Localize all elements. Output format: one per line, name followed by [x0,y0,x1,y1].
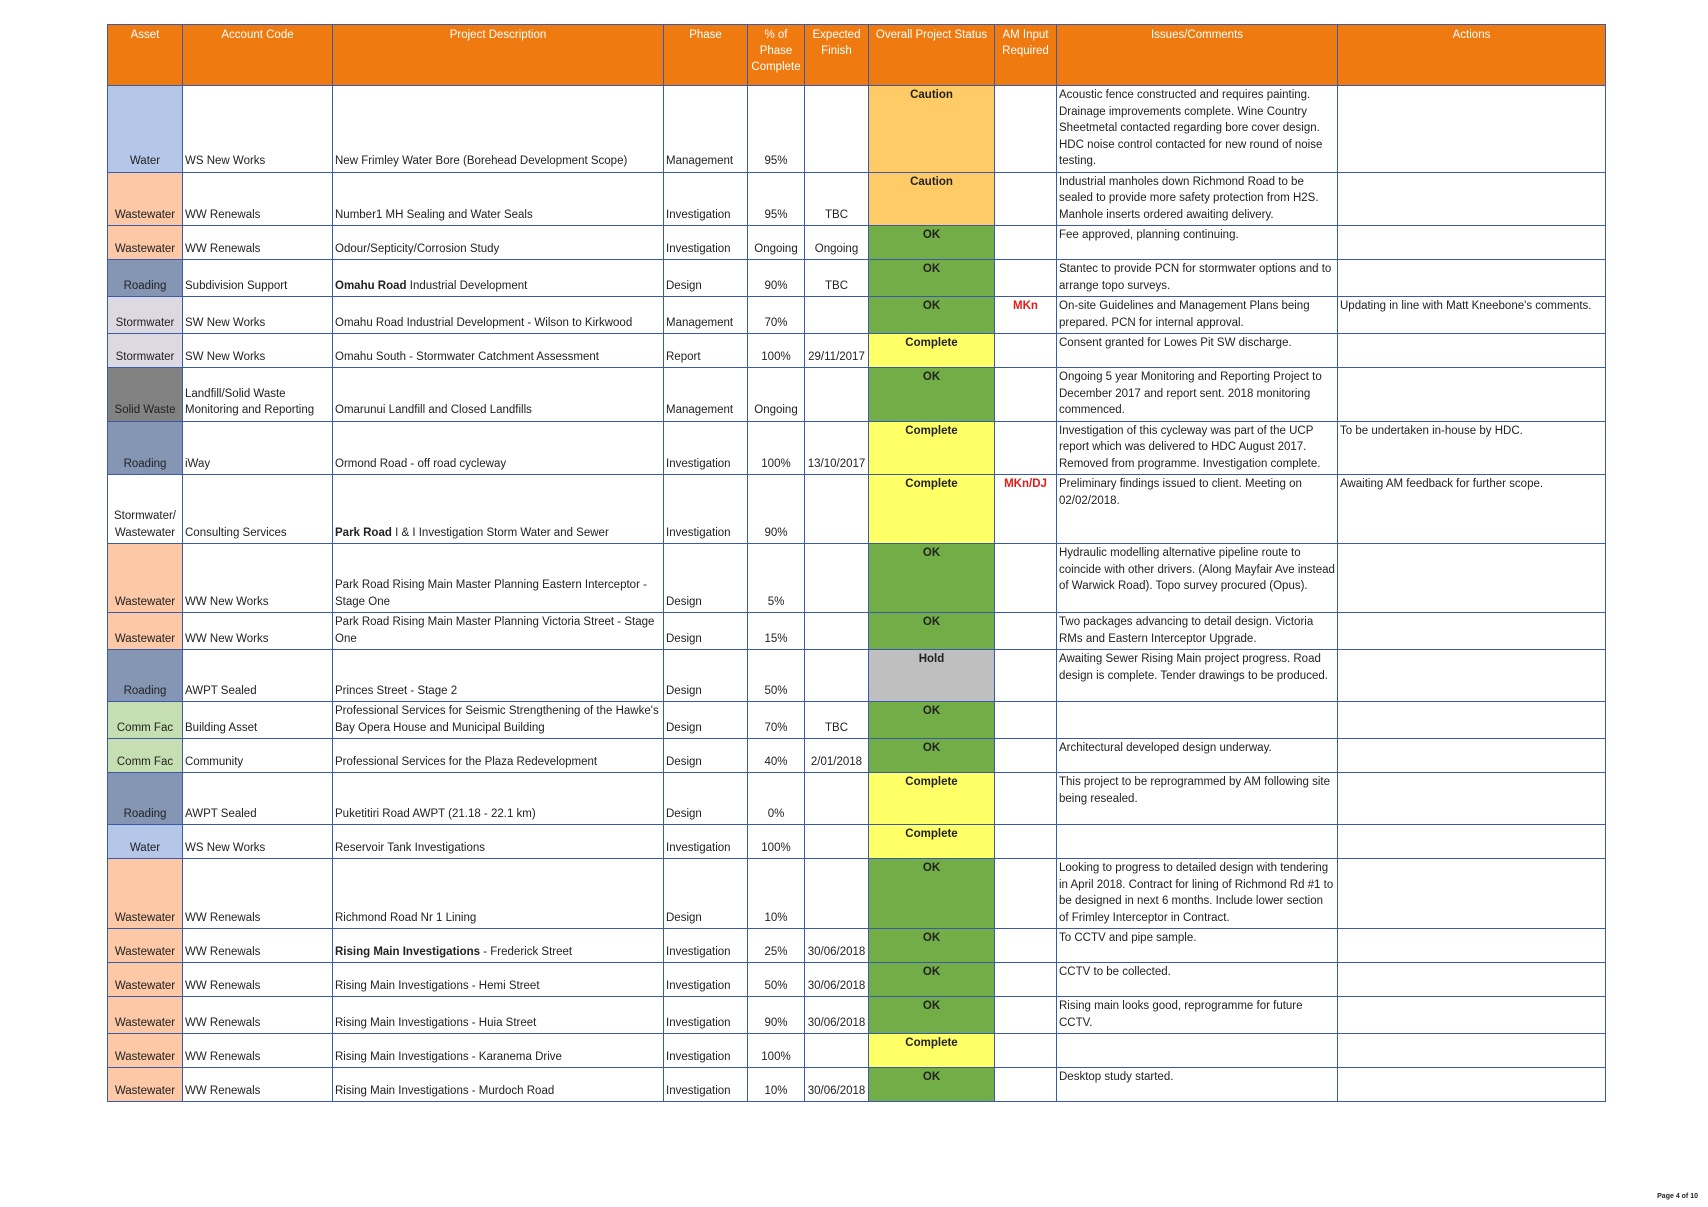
account-code-cell: WW Renewals [183,997,333,1034]
project-description-cell [333,613,664,650]
actions-cell [1338,825,1606,859]
phase-cell: Investigation [664,1068,748,1102]
project-description-cell [333,334,664,368]
expected-finish-cell: 30/06/2018 [805,963,869,997]
account-code-cell: WW Renewals [183,1034,333,1068]
project-description-text: Professional Services for Seismic Strengthening of the Hawke's Bay Opera House and Municipal Building [335,705,659,734]
project-description-text: - Frederick Street [480,945,573,958]
am-input-cell [995,368,1057,422]
table-row [108,297,1606,334]
asset-cell: Stormwater [108,297,183,334]
table-row [108,334,1606,368]
actions-cell [1338,859,1606,929]
expected-finish-cell [805,86,869,173]
am-input-cell [995,1034,1057,1068]
project-description-cell [333,859,664,929]
header-expected-finish: Expected Finish [805,25,869,86]
status-cell: Complete [869,825,995,859]
table-row [108,997,1606,1034]
status-cell: OK [869,929,995,963]
issues-comments-cell: Architectural developed design underway. [1057,739,1338,773]
asset-cell: Wastewater [108,226,183,260]
project-description-text: Omahu South - Stormwater Catchment Assessment [335,350,599,363]
asset-cell: Wastewater [108,544,183,613]
status-cell: OK [869,226,995,260]
project-description-cell [333,963,664,997]
issues-comments-cell [1057,1034,1338,1068]
asset-cell: Roading [108,773,183,825]
table-row [108,963,1606,997]
project-description-text: Rising Main Investigations - Karanema Drive [335,1050,562,1063]
expected-finish-cell: 30/06/2018 [805,997,869,1034]
am-input-cell [995,172,1057,226]
am-input-cell [995,773,1057,825]
table-row [108,475,1606,544]
table-row [108,825,1606,859]
project-description-text: Professional Services for the Plaza Redevelopment [335,755,598,768]
am-input-cell [995,260,1057,297]
actions-cell [1338,650,1606,702]
project-description-text: Omahu Road Industrial Development - Wilson to Kirkwood [335,316,633,329]
asset-cell: Wastewater [108,963,183,997]
header-issues-comments: Issues/Comments [1057,25,1338,86]
project-description-cell [333,702,664,739]
expected-finish-cell [805,475,869,544]
table-row [108,368,1606,422]
issues-comments-cell: Consent granted for Lowes Pit SW discharge. [1057,334,1338,368]
project-description-text: I & I Investigation Storm Water and Sewer [391,526,609,539]
am-input-cell [995,613,1057,650]
account-code-cell: Landfill/Solid Waste Monitoring and Reporting [183,368,333,422]
phase-cell: Investigation [664,421,748,475]
issues-comments-cell: To CCTV and pipe sample. [1057,929,1338,963]
phase-cell: Management [664,368,748,422]
am-input-cell [995,997,1057,1034]
header-phase: Phase [664,25,748,86]
am-input-cell [995,650,1057,702]
account-code-cell: SW New Works [183,297,333,334]
percent-complete-cell: 90% [748,475,805,544]
account-code-cell: Building Asset [183,702,333,739]
asset-cell: Stormwater/ Wastewater [108,475,183,544]
status-cell: Complete [869,334,995,368]
project-description-text: Park Road Rising Main Master Planning Victoria Street - Stage One [335,616,655,645]
header-account-code: Account Code [183,25,333,86]
expected-finish-cell: 29/11/2017 [805,334,869,368]
account-code-cell: WW New Works [183,613,333,650]
percent-complete-cell: 100% [748,421,805,475]
asset-cell: Wastewater [108,1068,183,1102]
expected-finish-cell [805,544,869,613]
project-description-cell [333,86,664,173]
table-row [108,260,1606,297]
actions-cell [1338,1034,1606,1068]
project-description-cell [333,739,664,773]
phase-cell: Investigation [664,1034,748,1068]
status-cell: OK [869,368,995,422]
status-cell: OK [869,963,995,997]
header-asset: Asset [108,25,183,86]
table-row [108,172,1606,226]
percent-complete-cell: Ongoing [748,368,805,422]
expected-finish-cell: 30/06/2018 [805,929,869,963]
project-description-bold: Omahu Road [335,279,407,292]
asset-cell: Roading [108,421,183,475]
percent-complete-cell: 70% [748,702,805,739]
status-cell: Complete [869,421,995,475]
percent-complete-cell: 15% [748,613,805,650]
expected-finish-cell [805,1034,869,1068]
asset-cell: Comm Fac [108,702,183,739]
actions-cell [1338,1068,1606,1102]
phase-cell: Design [664,260,748,297]
project-description-cell [333,997,664,1034]
asset-cell: Roading [108,650,183,702]
project-description-cell [333,650,664,702]
percent-complete-cell: 100% [748,825,805,859]
project-description-text: Reservoir Tank Investigations [335,841,485,854]
project-description-text: Princes Street - Stage 2 [335,684,458,697]
status-cell: Caution [869,86,995,173]
status-cell: OK [869,859,995,929]
project-status-table [107,24,1606,1102]
account-code-cell: WW Renewals [183,172,333,226]
actions-cell [1338,773,1606,825]
project-description-text: Puketitiri Road AWPT (21.18 - 22.1 km) [335,807,536,820]
expected-finish-cell: TBC [805,260,869,297]
percent-complete-cell: 0% [748,773,805,825]
project-description-cell [333,773,664,825]
expected-finish-cell: 30/06/2018 [805,1068,869,1102]
percent-complete-cell: 95% [748,172,805,226]
header-percent-complete: % of Phase Complete [748,25,805,86]
table-row [108,702,1606,739]
am-input-cell [995,929,1057,963]
table-row [108,1068,1606,1102]
percent-complete-cell: 95% [748,86,805,173]
asset-cell: Wastewater [108,172,183,226]
header-project-description: Project Description [333,25,664,86]
status-cell: Complete [869,773,995,825]
status-cell: OK [869,997,995,1034]
actions-cell [1338,86,1606,173]
asset-cell: Water [108,825,183,859]
asset-cell: Wastewater [108,613,183,650]
percent-complete-cell: 5% [748,544,805,613]
percent-complete-cell: 10% [748,859,805,929]
project-description-cell [333,544,664,613]
am-input-cell [995,86,1057,173]
project-description-text: Park Road Rising Main Master Planning Eastern Interceptor - Stage One [335,579,647,608]
actions-cell [1338,929,1606,963]
table-row [108,544,1606,613]
actions-cell [1338,368,1606,422]
project-description-text: Rising Main Investigations - Huia Street [335,1016,537,1029]
percent-complete-cell: 100% [748,334,805,368]
percent-complete-cell: 50% [748,963,805,997]
status-cell: OK [869,1068,995,1102]
am-input-cell [995,544,1057,613]
actions-cell [1338,997,1606,1034]
percent-complete-cell: 10% [748,1068,805,1102]
actions-cell: To be undertaken in-house by HDC. [1338,421,1606,475]
status-cell: OK [869,297,995,334]
status-cell: OK [869,613,995,650]
project-description-text: Rising Main Investigations - Murdoch Road [335,1084,555,1097]
account-code-cell: iWay [183,421,333,475]
header-overall-status: Overall Project Status [869,25,995,86]
issues-comments-cell: Acoustic fence constructed and requires painting. Drainage improvements complete. Wine Country Sheetmetal contacted regarding bore cover design. HDC noise control contacted for new round of noise testing. [1057,86,1338,173]
table-row [108,421,1606,475]
asset-cell: Wastewater [108,859,183,929]
account-code-cell: WW Renewals [183,859,333,929]
phase-cell: Design [664,613,748,650]
expected-finish-cell [805,297,869,334]
project-description-cell [333,421,664,475]
project-description-text: Odour/Septicity/Corrosion Study [335,242,500,255]
project-description-cell [333,475,664,544]
asset-cell: Roading [108,260,183,297]
issues-comments-cell: Looking to progress to detailed design with tendering in April 2018. Contract for lining of Richmond Rd #1 to be designed in next 6 months. Include lower section of Frimley Interceptor in Contract. [1057,859,1338,929]
project-description-cell [333,1068,664,1102]
account-code-cell: Subdivision Support [183,260,333,297]
actions-cell [1338,613,1606,650]
project-description-bold: Rising Main Investigations [335,945,481,958]
expected-finish-cell [805,650,869,702]
issues-comments-cell: Preliminary findings issued to client. Meeting on 02/02/2018. [1057,475,1338,544]
phase-cell: Design [664,650,748,702]
phase-cell: Design [664,773,748,825]
status-cell: Hold [869,650,995,702]
account-code-cell: AWPT Sealed [183,773,333,825]
table-row [108,929,1606,963]
account-code-cell: WW Renewals [183,226,333,260]
phase-cell: Investigation [664,929,748,963]
issues-comments-cell: Investigation of this cycleway was part of the UCP report which was delivered to HDC August 2017. Removed from programme. Investigation complete. [1057,421,1338,475]
expected-finish-cell [805,825,869,859]
percent-complete-cell: 90% [748,260,805,297]
project-description-cell [333,226,664,260]
project-description-text: Richmond Road Nr 1 Lining [335,911,477,924]
asset-cell: Wastewater [108,1034,183,1068]
phase-cell: Report [664,334,748,368]
account-code-cell: WW Renewals [183,963,333,997]
project-description-cell [333,297,664,334]
issues-comments-cell: Hydraulic modelling alternative pipeline route to coincide with other drivers. (Along Mayfair Ave instead of Warwick Road). Topo survey procured (Opus). [1057,544,1338,613]
project-description-text: Number1 MH Sealing and Water Seals [335,208,533,221]
project-description-cell [333,368,664,422]
expected-finish-cell [805,613,869,650]
project-description-cell [333,172,664,226]
am-input-cell [995,1068,1057,1102]
table-row [108,1034,1606,1068]
actions-cell [1338,172,1606,226]
account-code-cell: WS New Works [183,825,333,859]
project-description-cell [333,1034,664,1068]
status-cell: Complete [869,475,995,544]
expected-finish-cell [805,773,869,825]
table-row [108,86,1606,173]
actions-cell: Updating in line with Matt Kneebone's comments. [1338,297,1606,334]
expected-finish-cell: 13/10/2017 [805,421,869,475]
account-code-cell: WS New Works [183,86,333,173]
issues-comments-cell: On-site Guidelines and Management Plans being prepared. PCN for internal approval. [1057,297,1338,334]
phase-cell: Investigation [664,963,748,997]
actions-cell [1338,544,1606,613]
asset-cell: Solid Waste [108,368,183,422]
expected-finish-cell: TBC [805,702,869,739]
status-cell: OK [869,260,995,297]
project-description-text: Omarunui Landfill and Closed Landfills [335,404,532,416]
expected-finish-cell [805,368,869,422]
project-description-text: Rising Main Investigations - Hemi Street [335,979,540,992]
issues-comments-cell: Awaiting Sewer Rising Main project progress. Road design is complete. Tender drawings to be produced. [1057,650,1338,702]
am-input-cell [995,859,1057,929]
asset-cell: Water [108,86,183,173]
status-cell: Caution [869,172,995,226]
status-cell: Complete [869,1034,995,1068]
status-cell: OK [869,544,995,613]
expected-finish-cell [805,859,869,929]
actions-cell [1338,702,1606,739]
phase-cell: Design [664,739,748,773]
actions-cell [1338,226,1606,260]
asset-cell: Wastewater [108,997,183,1034]
table-row [108,739,1606,773]
phase-cell: Investigation [664,226,748,260]
table-row [108,773,1606,825]
project-description-text: Ormond Road - off road cycleway [335,457,507,470]
table-row [108,859,1606,929]
status-cell: OK [869,702,995,739]
page-number: Page 4 of 10 [1657,1193,1698,1200]
account-code-cell: WW Renewals [183,929,333,963]
expected-finish-cell: TBC [805,172,869,226]
asset-cell: Comm Fac [108,739,183,773]
account-code-cell: WW New Works [183,544,333,613]
header-am-input: AM Input Required [995,25,1057,86]
phase-cell: Investigation [664,475,748,544]
actions-cell [1338,260,1606,297]
table-row [108,613,1606,650]
issues-comments-cell: Industrial manholes down Richmond Road to be sealed to provide more safety protection from H2S. Manhole inserts ordered awaiting delivery. [1057,172,1338,226]
table-row [108,650,1606,702]
percent-complete-cell: 25% [748,929,805,963]
phase-cell: Investigation [664,825,748,859]
expected-finish-cell: Ongoing [805,226,869,260]
am-input-cell [995,825,1057,859]
project-description-cell [333,825,664,859]
project-description-bold: Park Road [335,526,392,539]
project-description-cell [333,929,664,963]
project-description-text: New Frimley Water Bore (Borehead Development Scope) [335,155,628,167]
phase-cell: Design [664,544,748,613]
am-input-cell: MKn/DJ [995,475,1057,544]
am-input-cell [995,334,1057,368]
actions-cell: Awaiting AM feedback for further scope. [1338,475,1606,544]
am-input-cell [995,702,1057,739]
account-code-cell: WW Renewals [183,1068,333,1102]
actions-cell [1338,963,1606,997]
header-row [108,25,1606,86]
account-code-cell: SW New Works [183,334,333,368]
actions-cell [1338,739,1606,773]
percent-complete-cell: 100% [748,1034,805,1068]
issues-comments-cell [1057,825,1338,859]
percent-complete-cell: Ongoing [748,226,805,260]
issues-comments-cell: CCTV to be collected. [1057,963,1338,997]
issues-comments-cell: Ongoing 5 year Monitoring and Reporting Project to December 2017 and report sent. 2018 monitoring commenced. [1057,368,1338,422]
table-row [108,226,1606,260]
status-cell: OK [869,739,995,773]
account-code-cell: Community [183,739,333,773]
project-description-cell [333,260,664,297]
phase-cell: Management [664,86,748,173]
header-actions: Actions [1338,25,1606,86]
asset-cell: Wastewater [108,929,183,963]
phase-cell: Management [664,297,748,334]
issues-comments-cell: Stantec to provide PCN for stormwater options and to arrange topo surveys. [1057,260,1338,297]
am-input-cell [995,739,1057,773]
issues-comments-cell: Two packages advancing to detail design. Victoria RMs and Eastern Interceptor Upgrade. [1057,613,1338,650]
project-description-text: Industrial Development [406,279,528,292]
account-code-cell: AWPT Sealed [183,650,333,702]
phase-cell: Design [664,702,748,739]
issues-comments-cell: Rising main looks good, reprogramme for future CCTV. [1057,997,1338,1034]
issues-comments-cell [1057,702,1338,739]
percent-complete-cell: 40% [748,739,805,773]
percent-complete-cell: 50% [748,650,805,702]
percent-complete-cell: 70% [748,297,805,334]
phase-cell: Investigation [664,997,748,1034]
issues-comments-cell: Fee approved, planning continuing. [1057,226,1338,260]
account-code-cell: Consulting Services [183,475,333,544]
issues-comments-cell: Desktop study started. [1057,1068,1338,1102]
asset-cell: Stormwater [108,334,183,368]
issues-comments-cell: This project to be reprogrammed by AM following site being resealed. [1057,773,1338,825]
percent-complete-cell: 90% [748,997,805,1034]
am-input-cell [995,421,1057,475]
expected-finish-cell: 2/01/2018 [805,739,869,773]
actions-cell [1338,334,1606,368]
table-body [108,86,1606,1102]
phase-cell: Investigation [664,172,748,226]
am-input-cell [995,963,1057,997]
am-input-cell [995,226,1057,260]
phase-cell: Design [664,859,748,929]
am-input-cell: MKn [995,297,1057,334]
